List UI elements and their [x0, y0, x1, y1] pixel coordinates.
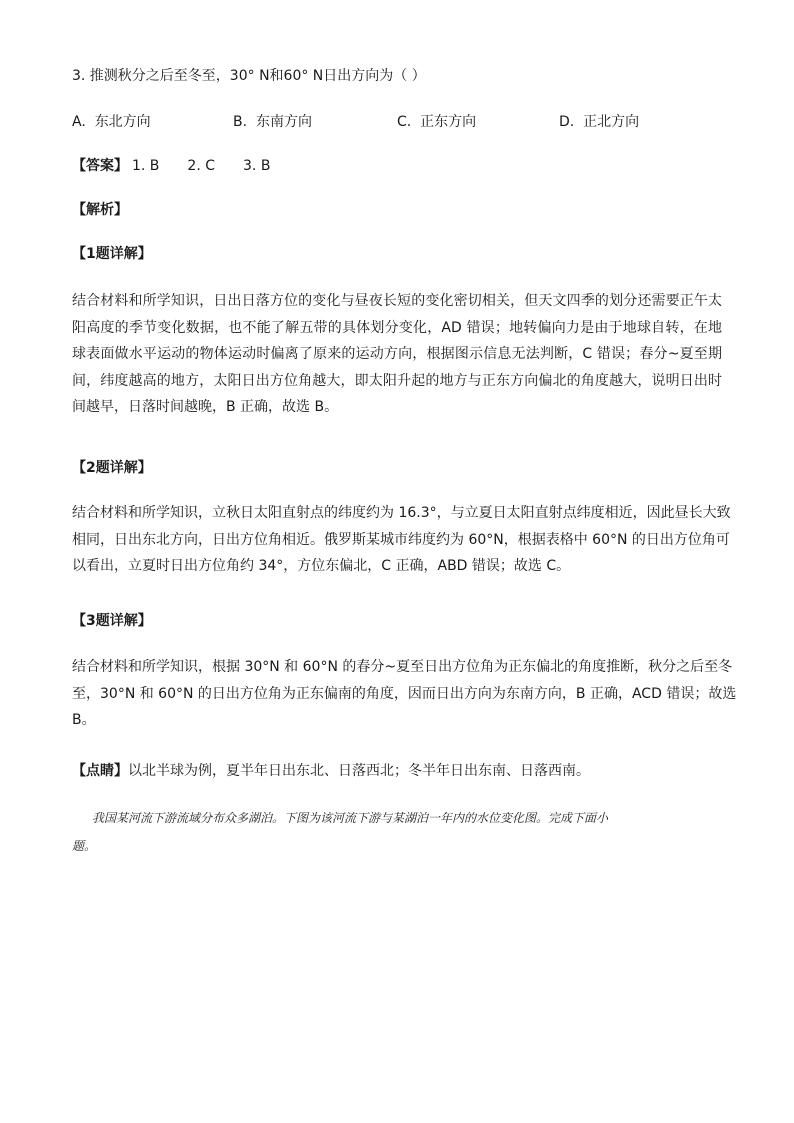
material-line: 我国某河流下游流域分布众多湖泊。下图为该河流下游与某湖泊一年内的水位变化图。完成下面小 — [92, 811, 609, 825]
answer-line — [72, 156, 270, 176]
answer-1: 1. B — [132, 158, 160, 174]
option-a-text: 东北方向 — [94, 114, 151, 130]
detail-3-paragraph — [72, 654, 737, 734]
option-c-text: 正东方向 — [420, 114, 477, 130]
detail-1-line: 间，纬度越高的地方，太阳日出方位角越大，即太阳升起的地方与正东方向偏北的角度越大，说明日出时 — [72, 372, 722, 389]
option-b-letter: B. — [233, 114, 248, 130]
detail-2-line: 相同，日出东北方向，日出方位角相近。俄罗斯某城市纬度约为 60°N，根据表格中 60°N 的日出方位角可 — [72, 531, 730, 548]
detail-1-line: 结合材料和所学知识，日出日落方位的变化与昼夜长短的变化密切相关，但天文四季的划分还需要正午太 — [72, 293, 722, 309]
material-line: 题。 — [72, 839, 97, 853]
option-a — [72, 112, 151, 132]
question-3-stem: 3. 推测秋分之后至冬至，30° N和60° N日出方向为（ ） — [72, 68, 426, 84]
answer-label: 【答案】 — [72, 158, 128, 174]
option-d — [559, 112, 639, 132]
detail-2-paragraph — [72, 500, 731, 580]
detail-1-line: 球表面做水平运动的物体运动时偏离了原来的运动方向，根据图示信息无法判断，C 错误；春分~夏至期 — [72, 346, 722, 362]
option-b-text: 东南方向 — [255, 114, 312, 130]
detail-3-line: B。 — [72, 712, 96, 728]
option-d-text: 正北方向 — [583, 114, 640, 130]
detail-3-line: 结合材料和所学知识，根据 30°N 和 60°N 的春分~夏至日出方位角为正东偏北的角度推断，秋分之后至冬 — [72, 659, 733, 675]
detail-1-line: 间越早，日落时间越晚，B 正确，故选 B。 — [72, 399, 339, 415]
detail-1-heading: 【1题详解】 — [72, 246, 152, 262]
option-a-letter: A. — [72, 114, 86, 130]
detail-3-heading: 【3题详解】 — [72, 613, 152, 629]
detail-1-paragraph — [72, 288, 722, 421]
detail-3-line: 至，30°N 和 60°N 的日出方位角为正东偏南的角度，因而日出方向为东南方向，B 正确，ACD 错误；故选 — [72, 685, 737, 702]
analysis-label: 【解析】 — [72, 202, 128, 218]
note-text: 以北半球为例，夏半年日出东北、日落西北；冬半年日出东南、日落西南。 — [128, 763, 590, 779]
answer-3: 3. B — [243, 158, 271, 174]
detail-2-line: 以看出，立夏时日出方位角约 34°，方位东偏北，C 正确，ABD 错误；故选 C。 — [72, 558, 571, 574]
material-intro — [72, 804, 722, 860]
option-d-letter: D. — [559, 114, 575, 130]
option-b — [233, 112, 312, 132]
detail-1-line: 阳高度的季节变化数据，也不能了解五带的具体划分变化，AD 错误；地转偏向力是由于地球自转，在地 — [72, 319, 722, 336]
detail-2-line: 结合材料和所学知识，立秋日太阳直射点的纬度约为 16.3°，与立夏日太阳直射点纬度相近，因此昼长大致 — [72, 505, 731, 521]
detail-2-heading: 【2题详解】 — [72, 460, 152, 476]
option-c-letter: C. — [397, 114, 412, 130]
option-c — [397, 112, 476, 132]
note-line — [72, 761, 590, 781]
note-label: 【点睛】 — [72, 763, 128, 779]
answer-2: 2. C — [187, 158, 216, 174]
